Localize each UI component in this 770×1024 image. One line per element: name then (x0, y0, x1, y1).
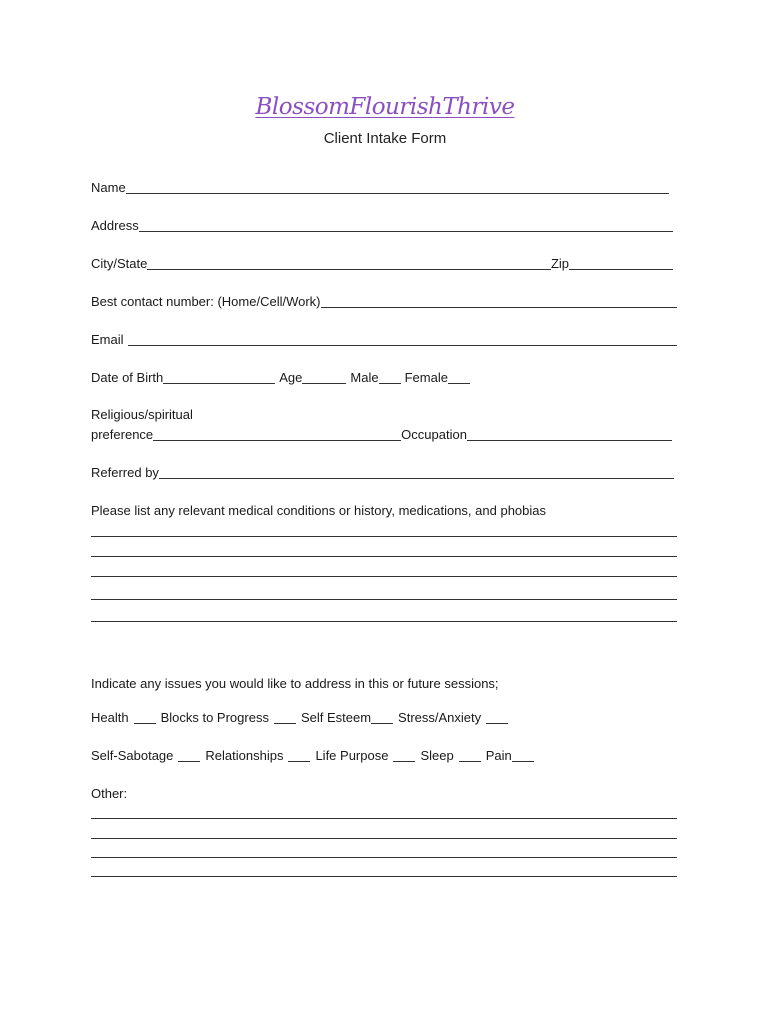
email-label: Email (91, 332, 124, 347)
occupation-field[interactable] (467, 428, 672, 441)
issue-sleep-field[interactable] (459, 749, 481, 762)
issue-pain-label: Pain (485, 748, 512, 763)
medical-line-3[interactable] (91, 576, 677, 577)
medical-line-2[interactable] (91, 556, 677, 557)
contact-field[interactable] (321, 295, 678, 308)
issue-self-esteem-label: Self Esteem (300, 710, 372, 725)
address-field[interactable] (139, 219, 673, 232)
city-state-field[interactable] (147, 257, 551, 270)
medical-prompt: Please list any relevant medical conditions or history, medications, and phobias (91, 503, 546, 518)
issue-self-sabotage-field[interactable] (178, 749, 200, 762)
other-line-3[interactable] (91, 857, 677, 858)
issue-relationships-label: Relationships (205, 748, 284, 763)
other-line-2[interactable] (91, 838, 677, 839)
zip-label: Zip (550, 256, 569, 271)
issue-health-field[interactable] (134, 711, 156, 724)
religious-label-line2: preference (91, 427, 154, 442)
name-field[interactable] (126, 181, 669, 194)
issue-self-sabotage-label: Self-Sabotage (91, 748, 174, 763)
dob-label: Date of Birth (91, 370, 164, 385)
issue-pain-field[interactable] (512, 749, 534, 762)
religion-occupation-row (91, 427, 672, 443)
medical-line-5[interactable] (91, 621, 677, 622)
issues-prompt: Indicate any issues you would like to address in this or future sessions; (91, 676, 499, 691)
issue-self-esteem-field[interactable] (371, 711, 393, 724)
other-line-4[interactable] (91, 876, 677, 877)
issues-row-1 (91, 710, 521, 726)
issue-life-purpose-field[interactable] (393, 749, 415, 762)
referred-field[interactable] (159, 466, 674, 479)
other-label: Other: (91, 786, 128, 801)
referred-row (91, 465, 674, 481)
issue-life-purpose-label: Life Purpose (315, 748, 389, 763)
occupation-label: Occupation (401, 427, 467, 442)
medical-line-1[interactable] (91, 536, 677, 537)
zip-field[interactable] (569, 257, 673, 270)
contact-row (91, 294, 677, 310)
issue-blocks-label: Blocks to Progress (160, 710, 269, 725)
city-state-row (91, 256, 673, 272)
email-field[interactable] (128, 333, 677, 346)
other-line-1[interactable] (91, 818, 677, 819)
email-row (91, 332, 677, 348)
city-state-label: City/State (91, 256, 148, 271)
name-label: Name (91, 180, 126, 195)
address-label: Address (91, 218, 139, 233)
contact-label: Best contact number: (Home/Cell/Work) (91, 294, 321, 309)
dob-row (91, 370, 491, 386)
male-label: Male (350, 370, 379, 385)
address-row (91, 218, 673, 234)
age-field[interactable] (302, 371, 346, 384)
name-row (91, 180, 669, 196)
issue-blocks-field[interactable] (274, 711, 296, 724)
male-field[interactable] (379, 371, 401, 384)
dob-field[interactable] (163, 371, 275, 384)
female-label: Female (404, 370, 448, 385)
female-field[interactable] (448, 371, 470, 384)
issue-stress-field[interactable] (486, 711, 508, 724)
issue-relationships-field[interactable] (288, 749, 310, 762)
form-title: Client Intake Form (323, 130, 447, 147)
referred-label: Referred by (91, 465, 159, 480)
issue-sleep-label: Sleep (420, 748, 454, 763)
religious-label-line1: Religious/spiritual (91, 407, 193, 422)
religious-field[interactable] (153, 428, 401, 441)
age-label: Age (279, 370, 303, 385)
issue-stress-label: Stress/Anxiety (398, 710, 482, 725)
brand-logo-text: BlossomFlourishThrive (255, 94, 515, 120)
medical-line-4[interactable] (91, 599, 677, 600)
issues-row-2 (91, 748, 541, 764)
issue-health-label: Health (91, 710, 129, 725)
